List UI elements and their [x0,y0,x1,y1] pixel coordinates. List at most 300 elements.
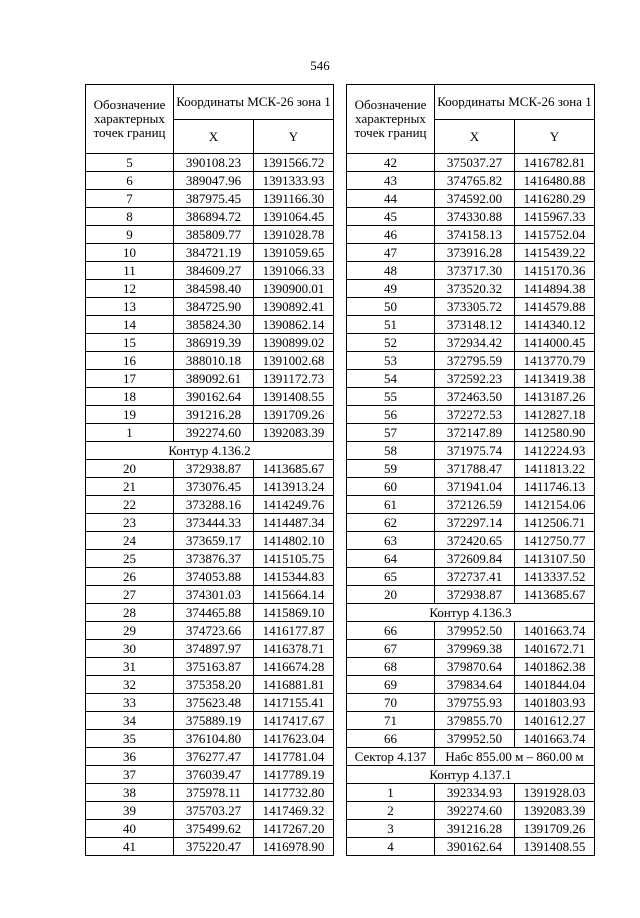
x-value: 386919.39 [174,334,254,352]
section-title: Контур 4.136.3 [347,604,595,622]
table-row [347,784,595,802]
table-row [86,514,334,532]
point-label: 67 [347,640,435,658]
point-label: 2 [347,802,435,820]
x-value: 372592.23 [435,370,515,388]
y-value: 1416378.71 [254,640,334,658]
x-value: 374301.03 [174,586,254,604]
point-label: 18 [86,388,174,406]
x-value: 386894.72 [174,208,254,226]
point-label: 30 [86,640,174,658]
y-value: 1415967.33 [515,208,595,226]
table-row [347,208,595,226]
point-label: 68 [347,658,435,676]
table-row [86,388,334,406]
y-value: 1416978.90 [254,838,334,856]
x-value: 390162.64 [435,838,515,856]
point-label: 56 [347,406,435,424]
y-value: 1391166.30 [254,190,334,208]
point-label: 34 [86,712,174,730]
y-value: 1390862.14 [254,316,334,334]
sector-row [347,748,595,766]
point-label: 69 [347,676,435,694]
x-value: 384725.90 [174,298,254,316]
point-label: 65 [347,568,435,586]
x-value: 379969.38 [435,640,515,658]
x-value: 373148.12 [435,316,515,334]
y-value: 1415344.83 [254,568,334,586]
x-value: 375499.62 [174,820,254,838]
y-value: 1417732.80 [254,784,334,802]
x-value: 372609.84 [435,550,515,568]
y-value: 1416280.29 [515,190,595,208]
table-row [347,244,595,262]
y-value: 1414249.76 [254,496,334,514]
point-label: 9 [86,226,174,244]
table-row [86,712,334,730]
table-row [347,586,595,604]
point-label: 36 [86,748,174,766]
section-title: Контур 4.136.2 [86,442,334,460]
x-value: 385809.77 [174,226,254,244]
table-row [86,424,334,442]
sector-title: Сектор 4.137 [347,748,435,766]
table-row [347,532,595,550]
y-value: 1417417.67 [254,712,334,730]
x-value: 384598.40 [174,280,254,298]
y-value: 1412827.18 [515,406,595,424]
coordinate-system-header: Координаты МСК-26 зона 1 [435,85,595,120]
point-label: 22 [86,496,174,514]
x-value: 388010.18 [174,352,254,370]
x-value: 392274.60 [435,802,515,820]
table-row [86,622,334,640]
coordinate-system-header: Координаты МСК-26 зона 1 [174,85,334,120]
table-row [347,154,595,172]
point-label: 7 [86,190,174,208]
table-row [86,838,334,856]
x-value: 375163.87 [174,658,254,676]
y-value: 1391028.78 [254,226,334,244]
table-row [347,622,595,640]
table-row [86,154,334,172]
point-label: 70 [347,694,435,712]
y-value: 1413685.67 [515,586,595,604]
y-value: 1415664.14 [254,586,334,604]
x-column-header: X [174,120,254,154]
x-value: 373444.33 [174,514,254,532]
point-label: 26 [86,568,174,586]
point-label: 41 [86,838,174,856]
altitude-range: Набс 855.00 м – 860.00 м [435,748,595,766]
y-value: 1415752.04 [515,226,595,244]
x-value: 375978.11 [174,784,254,802]
x-value: 391216.28 [435,820,515,838]
y-value: 1391709.26 [515,820,595,838]
point-label: 46 [347,226,435,244]
table-row [86,352,334,370]
x-value: 379755.93 [435,694,515,712]
y-value: 1413685.67 [254,460,334,478]
point-label: 24 [86,532,174,550]
y-value: 1401862.38 [515,658,595,676]
point-label: 52 [347,334,435,352]
y-value: 1401844.04 [515,676,595,694]
coordinates-table-left [85,84,334,856]
x-value: 390162.64 [174,388,254,406]
x-value: 372463.50 [435,388,515,406]
table-row [86,460,334,478]
x-value: 372737.41 [435,568,515,586]
table-row [86,496,334,514]
x-value: 374592.00 [435,190,515,208]
x-value: 384721.19 [174,244,254,262]
x-value: 376039.47 [174,766,254,784]
point-label: 43 [347,172,435,190]
x-value: 375220.47 [174,838,254,856]
y-value: 1391928.03 [515,784,595,802]
y-value: 1411813.22 [515,460,595,478]
table-row [347,298,595,316]
table-row [86,370,334,388]
x-value: 376277.47 [174,748,254,766]
coordinates-table-right [346,84,595,856]
table-row [86,604,334,622]
x-value: 371788.47 [435,460,515,478]
table-row [347,838,595,856]
point-label: 48 [347,262,435,280]
coordinate-tables [85,84,594,854]
page-number: 546 [310,58,330,73]
point-label: 15 [86,334,174,352]
y-value: 1416881.81 [254,676,334,694]
table-row [86,586,334,604]
table-row [347,712,595,730]
y-value: 1390892.41 [254,298,334,316]
x-value: 375037.27 [435,154,515,172]
point-label: 66 [347,730,435,748]
x-value: 379870.64 [435,658,515,676]
x-value: 391216.28 [174,406,254,424]
section-title: Контур 4.137.1 [347,766,595,784]
point-label: 6 [86,172,174,190]
table-row [86,820,334,838]
point-label: 42 [347,154,435,172]
table-row [86,802,334,820]
y-value: 1414340.12 [515,316,595,334]
point-label: 4 [347,838,435,856]
x-value: 374330.88 [435,208,515,226]
point-label: 40 [86,820,174,838]
point-designation-header: Обозначение характерных точек границ [86,85,174,154]
y-value: 1417267.20 [254,820,334,838]
point-label: 10 [86,244,174,262]
x-value: 375358.20 [174,676,254,694]
y-value: 1390899.02 [254,334,334,352]
table-row [86,478,334,496]
point-label: 20 [347,586,435,604]
point-label: 55 [347,388,435,406]
x-value: 375703.27 [174,802,254,820]
point-label: 1 [86,424,174,442]
point-label: 59 [347,460,435,478]
table-row [86,172,334,190]
point-label: 11 [86,262,174,280]
y-value: 1391172.73 [254,370,334,388]
table-row [347,406,595,424]
point-label: 1 [347,784,435,802]
table-row [86,568,334,586]
point-label: 32 [86,676,174,694]
table-row [347,460,595,478]
point-label: 13 [86,298,174,316]
x-value: 373717.30 [435,262,515,280]
y-value: 1391709.26 [254,406,334,424]
point-label: 57 [347,424,435,442]
x-value: 375623.48 [174,694,254,712]
x-value: 373076.45 [174,478,254,496]
point-label: 45 [347,208,435,226]
x-value: 373520.32 [435,280,515,298]
table-row [86,190,334,208]
y-value: 1416674.28 [254,658,334,676]
section-row [86,442,334,460]
table-row [347,496,595,514]
x-value: 372795.59 [435,352,515,370]
y-value: 1391064.45 [254,208,334,226]
table-row [86,280,334,298]
table-row [86,730,334,748]
x-value: 371975.74 [435,442,515,460]
y-column-header: Y [254,120,334,154]
y-value: 1415869.10 [254,604,334,622]
table-row [347,370,595,388]
table-row [86,532,334,550]
x-value: 372126.59 [435,496,515,514]
y-value: 1391408.55 [515,838,595,856]
x-value: 372934.42 [435,334,515,352]
x-value: 374053.88 [174,568,254,586]
table-row [86,208,334,226]
x-value: 374465.88 [174,604,254,622]
y-value: 1412506.71 [515,514,595,532]
point-label: 54 [347,370,435,388]
point-label: 5 [86,154,174,172]
table-row [347,568,595,586]
y-value: 1413107.50 [515,550,595,568]
y-value: 1414487.34 [254,514,334,532]
x-value: 379952.50 [435,730,515,748]
y-value: 1391002.68 [254,352,334,370]
table-row [86,298,334,316]
y-value: 1401672.71 [515,640,595,658]
y-value: 1391333.93 [254,172,334,190]
y-value: 1413913.24 [254,478,334,496]
point-label: 39 [86,802,174,820]
y-value: 1401663.74 [515,730,595,748]
y-column-header: Y [515,120,595,154]
y-value: 1390900.01 [254,280,334,298]
point-label: 66 [347,622,435,640]
point-label: 44 [347,190,435,208]
table-row [86,226,334,244]
x-value: 373659.17 [174,532,254,550]
y-value: 1417155.41 [254,694,334,712]
table-row [347,514,595,532]
table-row [347,352,595,370]
table-row [347,388,595,406]
x-value: 373288.16 [174,496,254,514]
point-label: 49 [347,280,435,298]
y-value: 1417469.32 [254,802,334,820]
table-row [347,658,595,676]
point-label: 14 [86,316,174,334]
table-row [347,280,595,298]
y-value: 1414000.45 [515,334,595,352]
y-value: 1412154.06 [515,496,595,514]
point-label: 25 [86,550,174,568]
point-label: 38 [86,784,174,802]
point-label: 21 [86,478,174,496]
table-row [347,550,595,568]
table-row [86,676,334,694]
point-label: 62 [347,514,435,532]
point-label: 35 [86,730,174,748]
point-label: 33 [86,694,174,712]
x-value: 372420.65 [435,532,515,550]
x-value: 392334.93 [435,784,515,802]
point-label: 12 [86,280,174,298]
y-value: 1401612.27 [515,712,595,730]
point-label: 50 [347,298,435,316]
y-value: 1392083.39 [515,802,595,820]
x-value: 379834.64 [435,676,515,694]
y-value: 1392083.39 [254,424,334,442]
y-value: 1413187.26 [515,388,595,406]
point-label: 63 [347,532,435,550]
point-label: 58 [347,442,435,460]
y-value: 1415170.36 [515,262,595,280]
x-value: 372938.87 [174,460,254,478]
point-label: 53 [347,352,435,370]
y-value: 1413419.38 [515,370,595,388]
x-value: 387975.45 [174,190,254,208]
point-label: 60 [347,478,435,496]
y-value: 1416480.88 [515,172,595,190]
table-row [86,640,334,658]
y-value: 1413337.52 [515,568,595,586]
y-value: 1412750.77 [515,532,595,550]
table-row [86,334,334,352]
point-designation-header: Обозначение характерных точек границ [347,85,435,154]
point-label: 27 [86,586,174,604]
x-value: 376104.80 [174,730,254,748]
y-value: 1414579.88 [515,298,595,316]
point-label: 19 [86,406,174,424]
point-label: 23 [86,514,174,532]
table-row [347,262,595,280]
table-row [347,694,595,712]
section-row [347,766,595,784]
table-row [347,640,595,658]
x-value: 373305.72 [435,298,515,316]
x-value: 389047.96 [174,172,254,190]
x-value: 374765.82 [435,172,515,190]
y-value: 1412224.93 [515,442,595,460]
y-value: 1416177.87 [254,622,334,640]
x-value: 372147.89 [435,424,515,442]
y-value: 1417789.19 [254,766,334,784]
point-label: 71 [347,712,435,730]
point-label: 16 [86,352,174,370]
y-value: 1415439.22 [515,244,595,262]
y-value: 1391566.72 [254,154,334,172]
y-value: 1391059.65 [254,244,334,262]
y-value: 1391408.55 [254,388,334,406]
point-label: 20 [86,460,174,478]
table-row [86,406,334,424]
point-label: 17 [86,370,174,388]
point-label: 47 [347,244,435,262]
point-label: 28 [86,604,174,622]
x-value: 392274.60 [174,424,254,442]
table-row [347,424,595,442]
table-row [86,658,334,676]
table-row [86,316,334,334]
point-label: 37 [86,766,174,784]
y-value: 1414802.10 [254,532,334,550]
table-row [347,676,595,694]
y-value: 1413770.79 [515,352,595,370]
x-value: 374723.66 [174,622,254,640]
table-row [347,730,595,748]
x-value: 389092.61 [174,370,254,388]
table-body [347,154,595,856]
table-row [86,262,334,280]
table-row [347,190,595,208]
x-value: 372272.53 [435,406,515,424]
x-column-header: X [435,120,515,154]
x-value: 372297.14 [435,514,515,532]
x-value: 371941.04 [435,478,515,496]
x-value: 385824.30 [174,316,254,334]
point-label: 64 [347,550,435,568]
x-value: 375889.19 [174,712,254,730]
table-row [86,748,334,766]
section-row [347,604,595,622]
point-label: 51 [347,316,435,334]
x-value: 379855.70 [435,712,515,730]
y-value: 1411746.13 [515,478,595,496]
point-label: 3 [347,820,435,838]
table-row [86,550,334,568]
table-row [347,316,595,334]
table-row [347,172,595,190]
point-label: 8 [86,208,174,226]
x-value: 384609.27 [174,262,254,280]
y-value: 1417623.04 [254,730,334,748]
table-row [347,820,595,838]
y-value: 1391066.33 [254,262,334,280]
point-label: 29 [86,622,174,640]
table-row [347,226,595,244]
table-row [347,802,595,820]
x-value: 374897.97 [174,640,254,658]
table-row [347,334,595,352]
y-value: 1414894.38 [515,280,595,298]
y-value: 1416782.81 [515,154,595,172]
x-value: 373876.37 [174,550,254,568]
